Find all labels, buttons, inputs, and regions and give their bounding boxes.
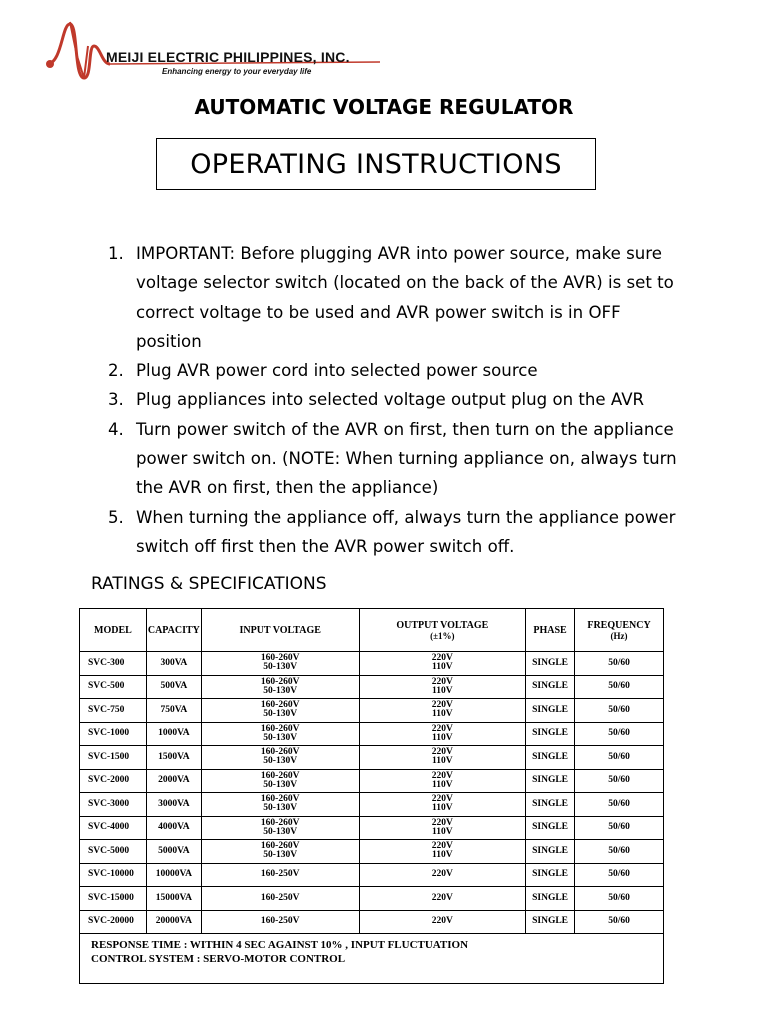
- frequency-value: 50/60: [608, 869, 630, 880]
- frequency-value: 50/60: [608, 728, 630, 739]
- specs-heading: RATINGS & SPECIFICATIONS: [91, 574, 327, 594]
- model-value: SVC-500: [88, 681, 125, 692]
- output-voltage-value: 220V: [431, 841, 453, 852]
- capacity-value: 1000VA: [158, 728, 190, 739]
- instruction-item: [108, 415, 688, 503]
- frequency-value: 50/60: [608, 681, 630, 692]
- input-voltage-value: 160-260V: [260, 747, 300, 758]
- output-voltage-value: 110V: [432, 709, 453, 720]
- phase-value: SINGLE: [532, 681, 569, 692]
- output-voltage-cell: [359, 675, 526, 699]
- output-voltage-tolerance: (±1%): [430, 630, 455, 641]
- frequency-cell: [575, 910, 664, 934]
- model-cell: [80, 910, 147, 934]
- input-voltage-value: 50-130V: [263, 826, 298, 837]
- input-voltage-cell: [201, 652, 359, 676]
- model-value: SVC-1000: [88, 728, 130, 739]
- capacity-value: 5000VA: [158, 845, 190, 856]
- phase-cell: [526, 722, 575, 746]
- output-voltage-cell: [359, 722, 526, 746]
- capacity-cell: [146, 816, 201, 840]
- capacity-cell: [146, 769, 201, 793]
- capacity-value: 2000VA: [158, 775, 190, 786]
- frequency-unit: (Hz): [610, 630, 628, 641]
- input-voltage-value: 50-130V: [263, 685, 298, 696]
- model-value: SVC-10000: [88, 869, 134, 880]
- frequency-value: 50/60: [608, 845, 630, 856]
- frequency-cell: [575, 722, 664, 746]
- response-time-note: RESPONSE TIME : WITHIN 4 SEC AGAINST 10% , INPUT FLUCTUATION: [91, 939, 469, 951]
- capacity-value: 3000VA: [158, 798, 190, 809]
- input-voltage-cell: [201, 863, 359, 887]
- spec-notes: [79, 934, 664, 984]
- output-voltage-value: 110V: [432, 662, 453, 673]
- input-voltage-value: 50-130V: [263, 803, 298, 814]
- output-voltage-value: 110V: [432, 779, 453, 790]
- frequency-value: 50/60: [608, 916, 630, 927]
- column-header-output-voltage: [359, 609, 526, 652]
- frequency-cell: [575, 863, 664, 887]
- company-logo: [44, 16, 384, 86]
- table-row: [80, 863, 664, 887]
- instruction-item: [108, 385, 688, 414]
- input-voltage-value: 160-260V: [260, 770, 300, 781]
- input-voltage-value: 160-260V: [260, 794, 300, 805]
- input-voltage-cell: [201, 699, 359, 723]
- model-cell: [80, 699, 147, 723]
- output-voltage-cell: [359, 746, 526, 770]
- phase-value: SINGLE: [532, 798, 569, 809]
- instruction-number: 1.: [108, 244, 124, 263]
- phase-cell: [526, 746, 575, 770]
- output-voltage-value: 220V: [431, 747, 453, 758]
- capacity-cell: [146, 746, 201, 770]
- input-voltage-cell: [201, 722, 359, 746]
- model-value: SVC-5000: [88, 845, 130, 856]
- model-value: SVC-3000: [88, 798, 130, 809]
- output-voltage-value: 110V: [432, 685, 453, 696]
- table-row: [80, 699, 664, 723]
- capacity-cell: [146, 722, 201, 746]
- output-voltage-value: 110V: [432, 732, 453, 743]
- output-voltage-value: 220V: [431, 676, 453, 687]
- model-value: SVC-2000: [88, 775, 130, 786]
- model-value: SVC-4000: [88, 822, 130, 833]
- document-title: AUTOMATIC VOLTAGE REGULATOR: [194, 95, 574, 119]
- company-name: MEIJI ELECTRIC PHILIPPINES, INC.: [106, 49, 350, 65]
- capacity-cell: [146, 910, 201, 934]
- instruction-item: [108, 239, 688, 356]
- phase-cell: [526, 840, 575, 864]
- capacity-value: 15000VA: [155, 892, 192, 903]
- input-voltage-cell: [201, 887, 359, 911]
- output-voltage-cell: [359, 863, 526, 887]
- input-voltage-value: 50-130V: [263, 756, 298, 767]
- instruction-item: [108, 503, 688, 562]
- phase-cell: [526, 675, 575, 699]
- model-cell: [80, 675, 147, 699]
- frequency-value: 50/60: [608, 775, 630, 786]
- frequency-cell: [575, 816, 664, 840]
- control-system-note: CONTROL SYSTEM : SERVO-MOTOR CONTROL: [91, 953, 346, 965]
- phase-cell: [526, 910, 575, 934]
- input-voltage-value: 160-260V: [260, 676, 300, 687]
- capacity-cell: [146, 699, 201, 723]
- table-row: [80, 652, 664, 676]
- table-row: [80, 722, 664, 746]
- capacity-value: 500VA: [160, 681, 188, 692]
- instruction-number: 4.: [108, 419, 124, 439]
- phase-cell: [526, 816, 575, 840]
- input-voltage-value: 160-260V: [260, 817, 300, 828]
- frequency-cell: [575, 675, 664, 699]
- phase-value: SINGLE: [532, 892, 569, 903]
- column-header-phase: PHASE: [526, 609, 575, 652]
- phase-value: SINGLE: [532, 822, 569, 833]
- output-voltage-value: 220V: [431, 794, 453, 805]
- model-cell: [80, 769, 147, 793]
- output-voltage-value: 110V: [432, 850, 453, 861]
- frequency-cell: [575, 887, 664, 911]
- model-cell: [80, 722, 147, 746]
- table-row: [80, 840, 664, 864]
- frequency-cell: [575, 793, 664, 817]
- instruction-number: 3.: [108, 390, 124, 410]
- output-voltage-cell: [359, 816, 526, 840]
- input-voltage-value: 160-260V: [260, 841, 300, 852]
- output-voltage-cell: [359, 887, 526, 911]
- output-voltage-cell: [359, 699, 526, 723]
- table-row: [80, 887, 664, 911]
- input-voltage-value: 50-130V: [263, 779, 298, 790]
- input-voltage-cell: [201, 816, 359, 840]
- output-voltage-value: 220V: [431, 817, 453, 828]
- frequency-value: 50/60: [608, 892, 630, 903]
- capacity-value: 4000VA: [158, 822, 190, 833]
- input-voltage-value: 160-250V: [260, 916, 300, 927]
- output-voltage-cell: [359, 769, 526, 793]
- instruction-text: IMPORTANT: Before plugging AVR into power source, make sure voltage selector switch (located on the back of the AVR) is set to correct voltage to be used and AVR power switch is in OFF position: [136, 244, 674, 351]
- frequency-value: 50/60: [608, 657, 630, 668]
- column-header-capacity: CAPACITY: [146, 609, 201, 652]
- capacity-cell: [146, 863, 201, 887]
- column-header-model: MODEL: [80, 609, 147, 652]
- instruction-text: Plug appliances into selected voltage output plug on the AVR: [136, 390, 645, 410]
- company-tagline: Enhancing energy to your everyday life: [162, 67, 312, 76]
- output-voltage-cell: [359, 910, 526, 934]
- phase-cell: [526, 699, 575, 723]
- input-voltage-value: 50-130V: [263, 709, 298, 720]
- capacity-cell: [146, 652, 201, 676]
- instruction-text: Plug AVR power cord into selected power source: [136, 361, 538, 381]
- model-value: SVC-1500: [88, 751, 130, 762]
- input-voltage-cell: [201, 675, 359, 699]
- spec-table-body: [80, 652, 664, 934]
- instruction-text: When turning the appliance off, always turn the appliance power switch off first then the AVR power switch off.: [136, 507, 676, 556]
- spec-table: [79, 608, 664, 934]
- output-voltage-cell: [359, 652, 526, 676]
- output-voltage-value: 220V: [431, 869, 453, 880]
- capacity-value: 300VA: [160, 657, 188, 668]
- column-header-frequency: [575, 609, 664, 652]
- capacity-cell: [146, 793, 201, 817]
- capacity-cell: [146, 675, 201, 699]
- phase-cell: [526, 769, 575, 793]
- table-row: [80, 746, 664, 770]
- model-cell: [80, 863, 147, 887]
- table-row: [80, 816, 664, 840]
- phase-value: SINGLE: [532, 728, 569, 739]
- frequency-cell: [575, 746, 664, 770]
- phase-value: SINGLE: [532, 869, 569, 880]
- instruction-list: [108, 239, 688, 561]
- input-voltage-value: 160-250V: [260, 869, 300, 880]
- output-voltage-value: 110V: [432, 803, 453, 814]
- capacity-value: 750VA: [160, 704, 188, 715]
- frequency-cell: [575, 840, 664, 864]
- input-voltage-cell: [201, 910, 359, 934]
- output-voltage-label: OUTPUT VOLTAGE: [396, 619, 489, 631]
- output-voltage-value: 220V: [431, 770, 453, 781]
- instruction-number: 2.: [108, 361, 124, 381]
- phase-value: SINGLE: [532, 845, 569, 856]
- input-voltage-value: 50-130V: [263, 732, 298, 743]
- table-header-row: [80, 609, 664, 652]
- table-row: [80, 675, 664, 699]
- model-cell: [80, 746, 147, 770]
- input-voltage-value: 50-130V: [263, 662, 298, 673]
- phase-value: SINGLE: [532, 916, 569, 927]
- output-voltage-value: 220V: [431, 916, 453, 927]
- model-cell: [80, 652, 147, 676]
- output-voltage-value: 110V: [432, 826, 453, 837]
- phase-cell: [526, 793, 575, 817]
- model-value: SVC-20000: [88, 916, 134, 927]
- capacity-cell: [146, 840, 201, 864]
- phase-cell: [526, 652, 575, 676]
- capacity-value: 1500VA: [158, 751, 190, 762]
- model-cell: [80, 887, 147, 911]
- input-voltage-value: 50-130V: [263, 850, 298, 861]
- column-header-input-voltage: INPUT VOLTAGE: [201, 609, 359, 652]
- capacity-cell: [146, 887, 201, 911]
- input-voltage-value: 160-260V: [260, 700, 300, 711]
- frequency-value: 50/60: [608, 822, 630, 833]
- model-cell: [80, 816, 147, 840]
- table-row: [80, 793, 664, 817]
- model-cell: [80, 840, 147, 864]
- output-voltage-value: 220V: [431, 700, 453, 711]
- table-row: [80, 910, 664, 934]
- input-voltage-cell: [201, 746, 359, 770]
- phase-value: SINGLE: [532, 775, 569, 786]
- frequency-cell: [575, 699, 664, 723]
- instruction-number: 5.: [108, 507, 124, 527]
- output-voltage-value: 110V: [432, 756, 453, 767]
- input-voltage-cell: [201, 793, 359, 817]
- capacity-value: 20000VA: [155, 916, 192, 927]
- frequency-value: 50/60: [608, 798, 630, 809]
- frequency-value: 50/60: [608, 704, 630, 715]
- input-voltage-cell: [201, 840, 359, 864]
- output-voltage-cell: [359, 793, 526, 817]
- phase-value: SINGLE: [532, 657, 569, 668]
- output-voltage-value: 220V: [431, 892, 453, 903]
- frequency-label: FREQUENCY: [587, 619, 651, 631]
- frequency-cell: [575, 652, 664, 676]
- capacity-value: 10000VA: [155, 869, 192, 880]
- model-value: SVC-300: [88, 657, 125, 668]
- frequency-value: 50/60: [608, 751, 630, 762]
- model-cell: [80, 793, 147, 817]
- instruction-item: [108, 356, 688, 385]
- operating-instructions-heading: OPERATING INSTRUCTIONS: [156, 138, 596, 190]
- phase-value: SINGLE: [532, 704, 569, 715]
- instruction-text: Turn power switch of the AVR on first, then turn on the appliance power switch on. (NOTE: When turning appliance on, always turn the AVR on first, then the appliance): [136, 419, 677, 498]
- output-voltage-value: 220V: [431, 723, 453, 734]
- output-voltage-cell: [359, 840, 526, 864]
- input-voltage-value: 160-250V: [260, 892, 300, 903]
- phase-cell: [526, 863, 575, 887]
- output-voltage-value: 220V: [431, 653, 453, 664]
- phase-cell: [526, 887, 575, 911]
- input-voltage-value: 160-260V: [260, 723, 300, 734]
- phase-value: SINGLE: [532, 751, 569, 762]
- input-voltage-cell: [201, 769, 359, 793]
- input-voltage-value: 160-260V: [260, 653, 300, 664]
- frequency-cell: [575, 769, 664, 793]
- model-value: SVC-15000: [88, 892, 134, 903]
- table-row: [80, 769, 664, 793]
- model-value: SVC-750: [88, 704, 125, 715]
